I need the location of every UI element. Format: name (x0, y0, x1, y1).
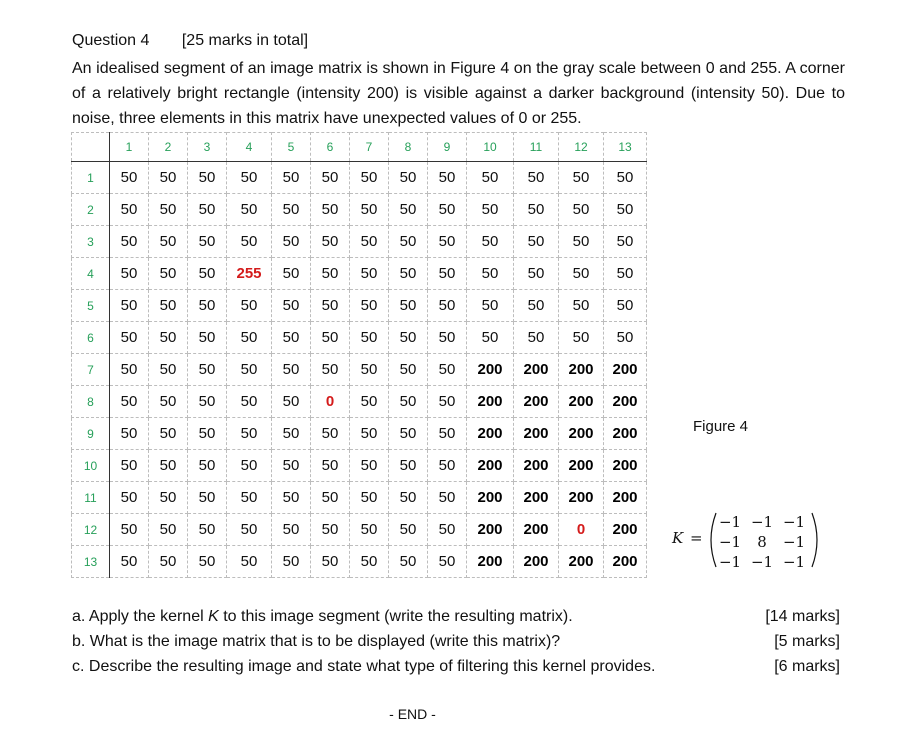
matrix-cell: 50 (389, 258, 428, 290)
matrix-cell: 50 (428, 354, 467, 386)
matrix-cell: 50 (149, 290, 188, 322)
matrix-cell: 50 (188, 386, 227, 418)
matrix-cell: 50 (350, 354, 389, 386)
matrix-cell: 50 (350, 258, 389, 290)
matrix-cell: 200 (559, 450, 604, 482)
matrix-cell: 50 (559, 322, 604, 354)
matrix-cell: 0 (311, 386, 350, 418)
matrix-cell: 50 (559, 290, 604, 322)
matrix-cell: 50 (110, 450, 149, 482)
matrix-cell: 200 (467, 546, 514, 578)
matrix-cell: 200 (467, 354, 514, 386)
matrix-cell: 50 (311, 482, 350, 514)
matrix-cell: 200 (467, 418, 514, 450)
column-header-row (72, 133, 647, 162)
corner-cell (72, 133, 110, 162)
matrix-cell: 50 (188, 290, 227, 322)
matrix-cell: 200 (514, 418, 559, 450)
matrix-cell: 50 (272, 546, 311, 578)
matrix-cell: 50 (272, 418, 311, 450)
sub-question-text: b. What is the image matrix that is to be displayed (write this matrix)? (72, 633, 561, 650)
row-header: 2 (72, 194, 110, 226)
matrix-cell: 50 (188, 514, 227, 546)
matrix-cell: 50 (311, 514, 350, 546)
matrix-row (72, 482, 647, 514)
matrix-cell: 50 (188, 162, 227, 194)
column-header: 8 (389, 133, 428, 162)
matrix-cell: 50 (428, 162, 467, 194)
kernel-value: −1 (750, 513, 774, 531)
matrix-cell: 50 (350, 514, 389, 546)
matrix-cell: 50 (110, 258, 149, 290)
matrix-cell: 50 (149, 482, 188, 514)
matrix-cell: 50 (227, 290, 272, 322)
kernel-value: −1 (750, 553, 774, 571)
matrix-cell: 50 (272, 162, 311, 194)
matrix-cell: 50 (389, 514, 428, 546)
matrix-cell: 200 (514, 546, 559, 578)
matrix-cell: 50 (389, 546, 428, 578)
matrix-cell: 200 (559, 354, 604, 386)
matrix-cell: 50 (350, 546, 389, 578)
matrix-cell: 50 (227, 386, 272, 418)
matrix-cell: 50 (311, 450, 350, 482)
matrix-cell: 50 (604, 194, 647, 226)
matrix-cell: 50 (350, 418, 389, 450)
matrix-cell: 50 (272, 514, 311, 546)
row-header: 6 (72, 322, 110, 354)
matrix-cell: 50 (604, 290, 647, 322)
kernel-value: −1 (718, 513, 742, 531)
matrix-cell: 50 (350, 194, 389, 226)
matrix-cell: 50 (559, 194, 604, 226)
matrix-cell: 50 (272, 322, 311, 354)
matrix-cell: 200 (559, 482, 604, 514)
column-header: 3 (188, 133, 227, 162)
sub-question (72, 604, 840, 629)
sub-question-text: c. Describe the resulting image and state what type of filtering this kernel provides. (72, 658, 656, 675)
kernel-value: −1 (718, 553, 742, 571)
matrix-cell: 50 (149, 546, 188, 578)
matrix-cell: 50 (110, 546, 149, 578)
kernel-equals: = (690, 529, 703, 547)
column-header: 13 (604, 133, 647, 162)
matrix-row (72, 386, 647, 418)
matrix-cell: 50 (188, 482, 227, 514)
matrix-cell: 50 (110, 418, 149, 450)
matrix-cell: 50 (428, 194, 467, 226)
column-header: 7 (350, 133, 389, 162)
row-header: 4 (72, 258, 110, 290)
sub-question (72, 654, 840, 679)
matrix-cell: 50 (149, 450, 188, 482)
matrix-cell: 50 (428, 514, 467, 546)
matrix-cell: 50 (604, 322, 647, 354)
image-matrix-table (71, 132, 647, 578)
matrix-cell: 50 (227, 162, 272, 194)
matrix-cell: 50 (110, 226, 149, 258)
matrix-cell: 50 (188, 258, 227, 290)
column-header: 10 (467, 133, 514, 162)
matrix-cell: 50 (149, 322, 188, 354)
matrix-cell: 200 (467, 514, 514, 546)
matrix-cell: 50 (188, 450, 227, 482)
row-header: 10 (72, 450, 110, 482)
matrix-cell: 50 (110, 194, 149, 226)
matrix-cell: 200 (604, 482, 647, 514)
matrix-cell: 50 (149, 194, 188, 226)
row-header: 5 (72, 290, 110, 322)
question-header (72, 32, 308, 50)
total-marks: [25 marks in total] (181, 32, 309, 49)
matrix-cell: 50 (227, 514, 272, 546)
matrix-cell: 50 (389, 418, 428, 450)
matrix-cell: 50 (227, 194, 272, 226)
matrix-row (72, 194, 647, 226)
matrix-cell: 50 (227, 450, 272, 482)
matrix-cell: 50 (149, 386, 188, 418)
matrix-row (72, 226, 647, 258)
matrix-cell: 50 (389, 354, 428, 386)
right-paren (812, 513, 817, 567)
matrix-cell: 50 (110, 322, 149, 354)
matrix-cell: 50 (350, 450, 389, 482)
matrix-cell: 50 (311, 354, 350, 386)
matrix-cell: 50 (559, 162, 604, 194)
matrix-cell: 50 (227, 482, 272, 514)
matrix-cell: 200 (604, 546, 647, 578)
kernel-value: −1 (782, 533, 806, 551)
matrix-cell: 50 (110, 386, 149, 418)
matrix-cell: 50 (428, 322, 467, 354)
matrix-cell: 50 (389, 482, 428, 514)
matrix-cell: 50 (604, 258, 647, 290)
matrix-cell: 50 (350, 162, 389, 194)
column-header: 9 (428, 133, 467, 162)
matrix-row (72, 450, 647, 482)
column-header: 4 (227, 133, 272, 162)
matrix-cell: 50 (428, 226, 467, 258)
matrix-cell: 50 (389, 322, 428, 354)
matrix-cell: 50 (311, 162, 350, 194)
matrix-cell: 50 (389, 162, 428, 194)
kernel-value: −1 (782, 513, 806, 531)
column-header: 11 (514, 133, 559, 162)
row-header: 9 (72, 418, 110, 450)
matrix-cell: 50 (467, 258, 514, 290)
kernel-label: K (672, 529, 684, 547)
matrix-cell: 50 (272, 194, 311, 226)
matrix-cell: 50 (188, 418, 227, 450)
kernel-matrix (672, 508, 842, 572)
matrix-cell: 200 (467, 386, 514, 418)
matrix-cell: 50 (559, 226, 604, 258)
sub-question-marks: [5 marks] (774, 633, 840, 650)
matrix-cell: 50 (272, 290, 311, 322)
matrix-cell: 200 (604, 450, 647, 482)
sub-questions (72, 604, 840, 679)
matrix-cell: 50 (467, 194, 514, 226)
matrix-cell: 200 (514, 386, 559, 418)
matrix-cell: 50 (604, 226, 647, 258)
matrix-cell: 50 (428, 258, 467, 290)
matrix-cell: 50 (467, 322, 514, 354)
sub-question-marks: [6 marks] (774, 658, 840, 675)
matrix-cell: 200 (559, 546, 604, 578)
matrix-cell: 50 (311, 194, 350, 226)
column-header: 12 (559, 133, 604, 162)
matrix-cell: 50 (227, 322, 272, 354)
matrix-cell: 50 (514, 290, 559, 322)
kernel-grid (714, 512, 810, 572)
sub-question-text: a. Apply the kernel K to this image segment (write the resulting matrix). (72, 608, 573, 625)
matrix-cell: 50 (428, 546, 467, 578)
matrix-cell: 50 (311, 226, 350, 258)
matrix-cell: 50 (149, 354, 188, 386)
row-header: 7 (72, 354, 110, 386)
matrix-cell: 50 (272, 450, 311, 482)
column-header: 1 (110, 133, 149, 162)
matrix-cell: 50 (272, 386, 311, 418)
matrix-cell: 50 (514, 194, 559, 226)
matrix-row (72, 322, 647, 354)
matrix-cell: 50 (149, 162, 188, 194)
matrix-cell: 50 (227, 418, 272, 450)
matrix-cell: 50 (428, 418, 467, 450)
matrix-cell: 50 (227, 354, 272, 386)
matrix-cell: 200 (559, 386, 604, 418)
matrix-cell: 200 (514, 450, 559, 482)
matrix-cell: 50 (110, 162, 149, 194)
kernel-value: −1 (718, 533, 742, 551)
sub-question (72, 629, 840, 654)
matrix-cell: 50 (110, 482, 149, 514)
matrix-cell: 50 (467, 290, 514, 322)
column-header: 5 (272, 133, 311, 162)
matrix-row (72, 290, 647, 322)
matrix-cell: 50 (428, 386, 467, 418)
end-marker: - END - (389, 706, 436, 722)
matrix-row (72, 418, 647, 450)
matrix-cell: 50 (428, 290, 467, 322)
matrix-cell: 50 (188, 194, 227, 226)
matrix-cell: 200 (467, 482, 514, 514)
matrix-cell: 50 (188, 354, 227, 386)
matrix-cell: 50 (149, 226, 188, 258)
matrix-cell: 50 (272, 354, 311, 386)
matrix-cell: 50 (110, 354, 149, 386)
sub-question-marks: [14 marks] (765, 608, 840, 625)
kernel-value: 8 (757, 533, 767, 551)
matrix-cell: 50 (428, 482, 467, 514)
matrix-cell: 50 (227, 546, 272, 578)
row-header: 12 (72, 514, 110, 546)
matrix-cell: 50 (467, 226, 514, 258)
matrix-cell: 50 (311, 258, 350, 290)
row-header: 1 (72, 162, 110, 194)
matrix-row (72, 546, 647, 578)
matrix-cell: 200 (604, 354, 647, 386)
question-title: Question 4 (72, 32, 150, 49)
matrix-cell: 50 (311, 418, 350, 450)
matrix-cell: 50 (149, 258, 188, 290)
matrix-cell: 50 (350, 482, 389, 514)
matrix-cell: 50 (389, 194, 428, 226)
matrix-cell: 50 (514, 322, 559, 354)
figure-caption: Figure 4 (693, 418, 749, 435)
matrix-cell: 50 (149, 514, 188, 546)
column-header: 6 (311, 133, 350, 162)
matrix-cell: 50 (272, 226, 311, 258)
row-header: 11 (72, 482, 110, 514)
matrix-cell: 50 (110, 514, 149, 546)
matrix-cell: 50 (389, 226, 428, 258)
column-header: 2 (149, 133, 188, 162)
matrix-cell: 50 (110, 290, 149, 322)
matrix-cell: 50 (514, 258, 559, 290)
matrix-cell: 0 (559, 514, 604, 546)
matrix-cell: 200 (604, 418, 647, 450)
matrix-body (72, 162, 647, 578)
matrix-cell: 50 (227, 226, 272, 258)
row-header: 3 (72, 226, 110, 258)
matrix-cell: 50 (188, 322, 227, 354)
matrix-cell: 200 (514, 354, 559, 386)
kernel-value: −1 (782, 553, 806, 571)
matrix-cell: 50 (311, 290, 350, 322)
matrix-cell: 50 (559, 258, 604, 290)
matrix-cell: 50 (467, 162, 514, 194)
matrix-row (72, 258, 647, 290)
matrix-cell: 50 (188, 546, 227, 578)
matrix-cell: 200 (514, 514, 559, 546)
matrix-cell: 50 (272, 482, 311, 514)
row-header: 13 (72, 546, 110, 578)
matrix-cell: 50 (604, 162, 647, 194)
question-intro: An idealised segment of an image matrix is shown in Figure 4 on the gray scale between 0 and 255. A corner of a relatively bright rectangle (intensity 200) is visible against a darker background (intensity 50). Due to noise, three elements in this matrix have unexpected values of 0 or 255. (72, 60, 845, 127)
matrix-row (72, 354, 647, 386)
matrix-cell: 50 (350, 386, 389, 418)
matrix-cell: 50 (272, 258, 311, 290)
matrix-cell: 50 (350, 290, 389, 322)
matrix-cell: 200 (514, 482, 559, 514)
matrix-cell: 50 (389, 290, 428, 322)
matrix-cell: 200 (467, 450, 514, 482)
matrix-cell: 50 (311, 322, 350, 354)
matrix-cell: 50 (389, 450, 428, 482)
matrix-cell: 200 (559, 418, 604, 450)
matrix-row (72, 514, 647, 546)
matrix-cell: 200 (604, 386, 647, 418)
matrix-cell: 50 (311, 546, 350, 578)
matrix-cell: 200 (604, 514, 647, 546)
matrix-cell: 50 (350, 322, 389, 354)
matrix-cell: 50 (514, 226, 559, 258)
matrix-row (72, 162, 647, 194)
matrix-cell: 50 (428, 450, 467, 482)
matrix-cell: 50 (389, 386, 428, 418)
matrix-cell: 50 (149, 418, 188, 450)
matrix-cell: 255 (227, 258, 272, 290)
matrix-cell: 50 (188, 226, 227, 258)
row-header: 8 (72, 386, 110, 418)
matrix-cell: 50 (350, 226, 389, 258)
matrix-cell: 50 (514, 162, 559, 194)
